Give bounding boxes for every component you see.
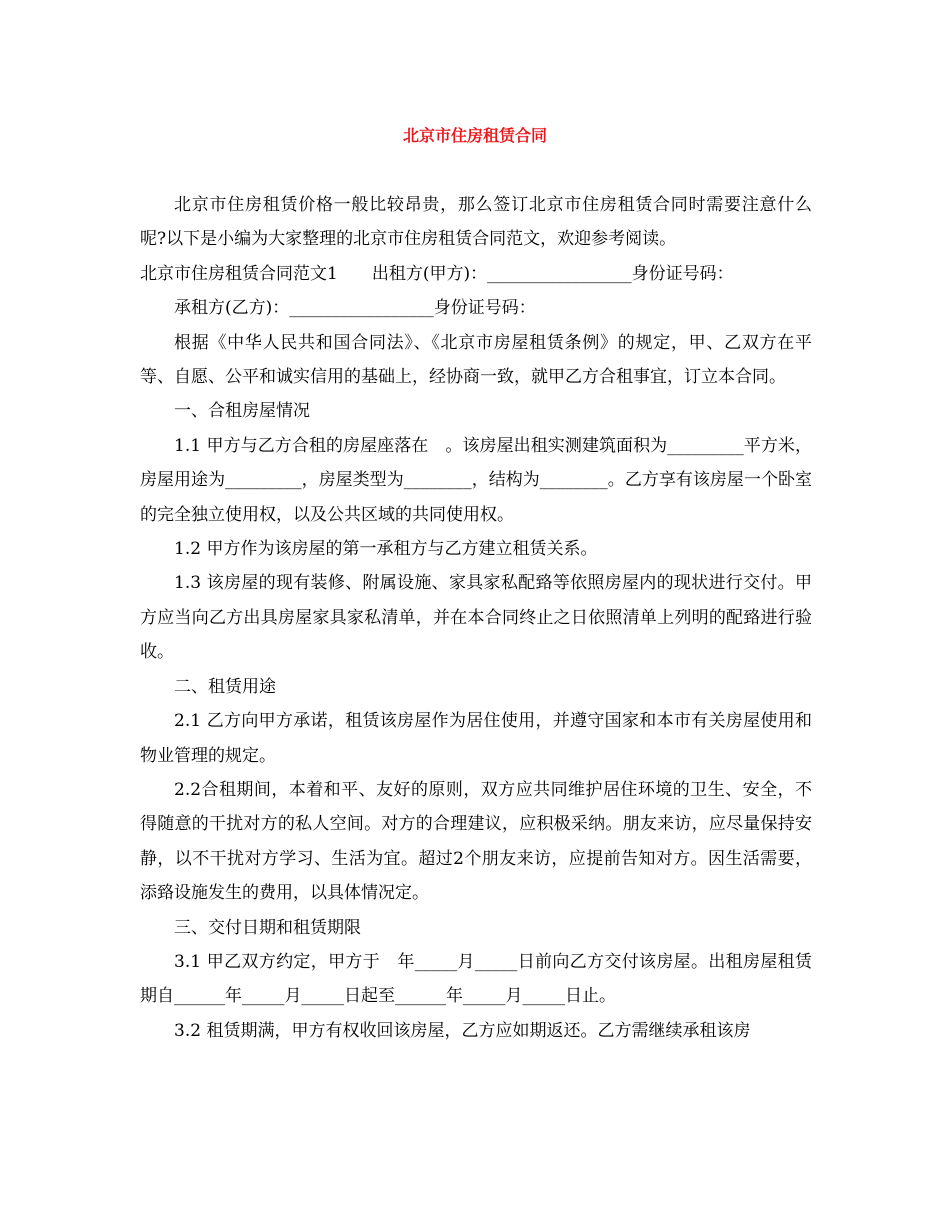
clause-2-1: 2.1 乙方向甲方承诺，租赁该房屋作为居住使用，并遵守国家和本市有关房屋使用和物业管理的规定。 xyxy=(140,711,812,766)
section-heading-2: 二、租赁用途 xyxy=(174,676,276,697)
clause-3-1: 3.1 甲乙双方约定，甲方于 年_____月_____日前向乙方交付该房屋。出租房屋租赁期自______年_____月_____日起至______年_____月_____日止。 xyxy=(140,951,812,1007)
paragraph-preamble: 根据《中华人民共和国合同法》、《北京市房屋租赁条例》的规定，甲、乙双方在平等、自愿、公平和诚实信用的基础上，经协商一致，就甲乙方合租事宜，订立本合同。 xyxy=(140,332,812,388)
clause-1-1: 1.1 甲方与乙方合租的房屋座落在 。该房屋出租实测建筑面积为_________平方米，房屋用途为_________，房屋类型为________，结构为________。乙方享有该房屋一个卧室的完全独立使用权，以及公共区域的共同使用权。 xyxy=(140,435,812,525)
paragraph-intro: 北京市住房租赁价格一般比较昂贵，那么签订北京市住房租赁合同时需要注意什么呢?以下是小编为大家整理的北京市住房租赁合同范文，欢迎参考阅读。 xyxy=(140,195,812,250)
clause-1-2: 1.2 甲方作为该房屋的第一承租方与乙方建立租赁关系。 xyxy=(174,539,598,560)
section-heading-3: 三、交付日期和租赁期限 xyxy=(174,917,361,938)
clause-3-2: 3.2 租赁期满，甲方有权收回该房屋，乙方应如期返还。乙方需继续承租该房 xyxy=(174,1020,751,1041)
clause-2-2: 2.2合租期间，本着和平、友好的原则，双方应共同维护居住环境的卫生、安全，不得随意的干扰对方的私人空间。对方的合理建议，应积极采纳。朋友来访，应尽量保持安静，以不干扰对方学习、生活为宜。超过2个朋友来访，应提前告知对方。因生活需要，添臵设施发生的费用，以具体情况定。 xyxy=(140,779,812,904)
paragraph-party-b: 承租方(乙方)：_________________身份证号码： xyxy=(174,298,536,319)
document-title: 北京市住房租赁合同 xyxy=(402,126,547,145)
clause-1-3: 1.3 该房屋的现有装修、附属设施、家具家私配臵等依照房屋内的现状进行交付。甲方应当向乙方出具房屋家具家私清单，并在本合同终止之日依照清单上列明的配臵进行验收。 xyxy=(140,573,812,663)
paragraph-party-a: 北京市住房租赁合同范文1 出租方(甲方)：_________________身份证号码： xyxy=(140,263,734,284)
section-heading-1: 一、合租房屋情况 xyxy=(174,401,310,422)
document-body xyxy=(140,188,812,1048)
